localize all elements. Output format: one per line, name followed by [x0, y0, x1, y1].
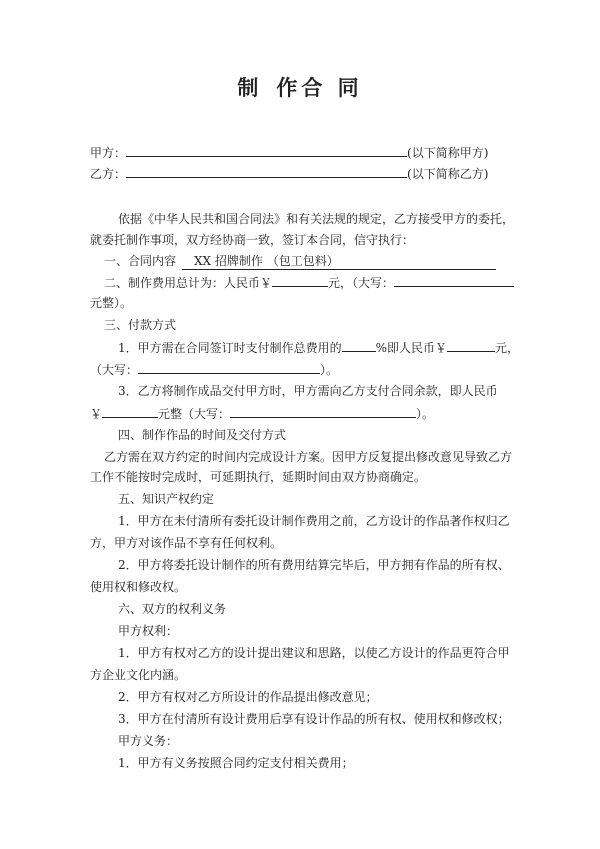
- section-5-item-2-line-2: 使用权和修改权。: [90, 580, 187, 594]
- contract-content-value: XX 招牌制作 （包工包料）: [182, 253, 496, 270]
- document-title: 制 作合 同: [237, 75, 363, 100]
- section-3-item-1-line-2: （大写： ）。: [90, 363, 339, 377]
- section-5-heading: 五、知识产权约定: [118, 492, 215, 506]
- party-a-right-1-line-2: 方企业文化内涵。: [90, 668, 187, 682]
- section-6-heading: 六、双方的权利义务: [118, 602, 227, 616]
- section-4-heading: 四、制作作品的时间及交付方式: [118, 428, 287, 442]
- preamble-line-2: 就委托制作事项，双方经协商一致，签订本合同，信守执行：: [90, 233, 415, 247]
- section-4-para-line-1: 乙方需在双方约定的时间内完成设计方案。因甲方反复提出修改意见导致乙方: [104, 450, 513, 464]
- section-1-contract-content: 一、合同内容 XX 招牌制作 （包工包料）: [104, 253, 496, 270]
- section-5-item-1: 1．甲方在未付清所有委托设计制作费用之前，乙方设计的作品著作权归乙: [118, 514, 510, 528]
- party-b-line: 乙方： (以下简称乙方): [90, 167, 489, 181]
- section-5-item-2: 2．甲方将委托设计制作的所有费用结算完毕后，甲方拥有作品的所有权、: [118, 558, 510, 572]
- section-5-item-1-line-2: 方，甲方对该作品不享有任何权利。: [90, 536, 283, 550]
- party-a-right-2: 2．甲方有权对乙方所设计的作品提出修改意见；: [118, 690, 378, 704]
- section-2-fee-line-2: 元整）。: [90, 296, 133, 310]
- section-2-fee-line: 二、制作费用总计为：人民币￥ 元，（大写：: [104, 274, 514, 291]
- party-a-line: 甲方： (以下简称甲方): [90, 146, 489, 160]
- preamble-line-1: 依据《中华人民共和国合同法》和有关法规的规定，乙方接受甲方的委托，: [118, 212, 515, 226]
- party-a-right-3: 3．甲方在付清所有设计费用后享有设计作品的所有权、使用权和修改权；: [118, 712, 510, 726]
- section-3-item-3-line-2: ￥ 元整（大写： ）。: [90, 407, 435, 421]
- section-3-heading: 三、付款方式: [104, 318, 177, 332]
- section-3-item-3: 3．乙方将制作成品交付甲方时，甲方需向乙方支付合同余款，即人民币: [118, 384, 498, 398]
- party-a-right-1: 1．甲方有权对乙方的设计提出建议和思路，以使乙方设计的作品更符合甲: [118, 646, 510, 660]
- party-a-rights-heading: 甲方权利：: [118, 624, 179, 638]
- section-4-para-line-2: 工作不能按时完成时，可延期执行，延期时间由双方协商确定。: [90, 470, 427, 484]
- party-a-duties-heading: 甲方义务：: [118, 734, 179, 748]
- section-3-item-1: 1．甲方需在合同签订时支付制作总费用的 %即人民币￥ 元，: [118, 341, 520, 355]
- party-a-duty-1: 1．甲方有义务按照合同约定支付相关费用；: [118, 756, 354, 770]
